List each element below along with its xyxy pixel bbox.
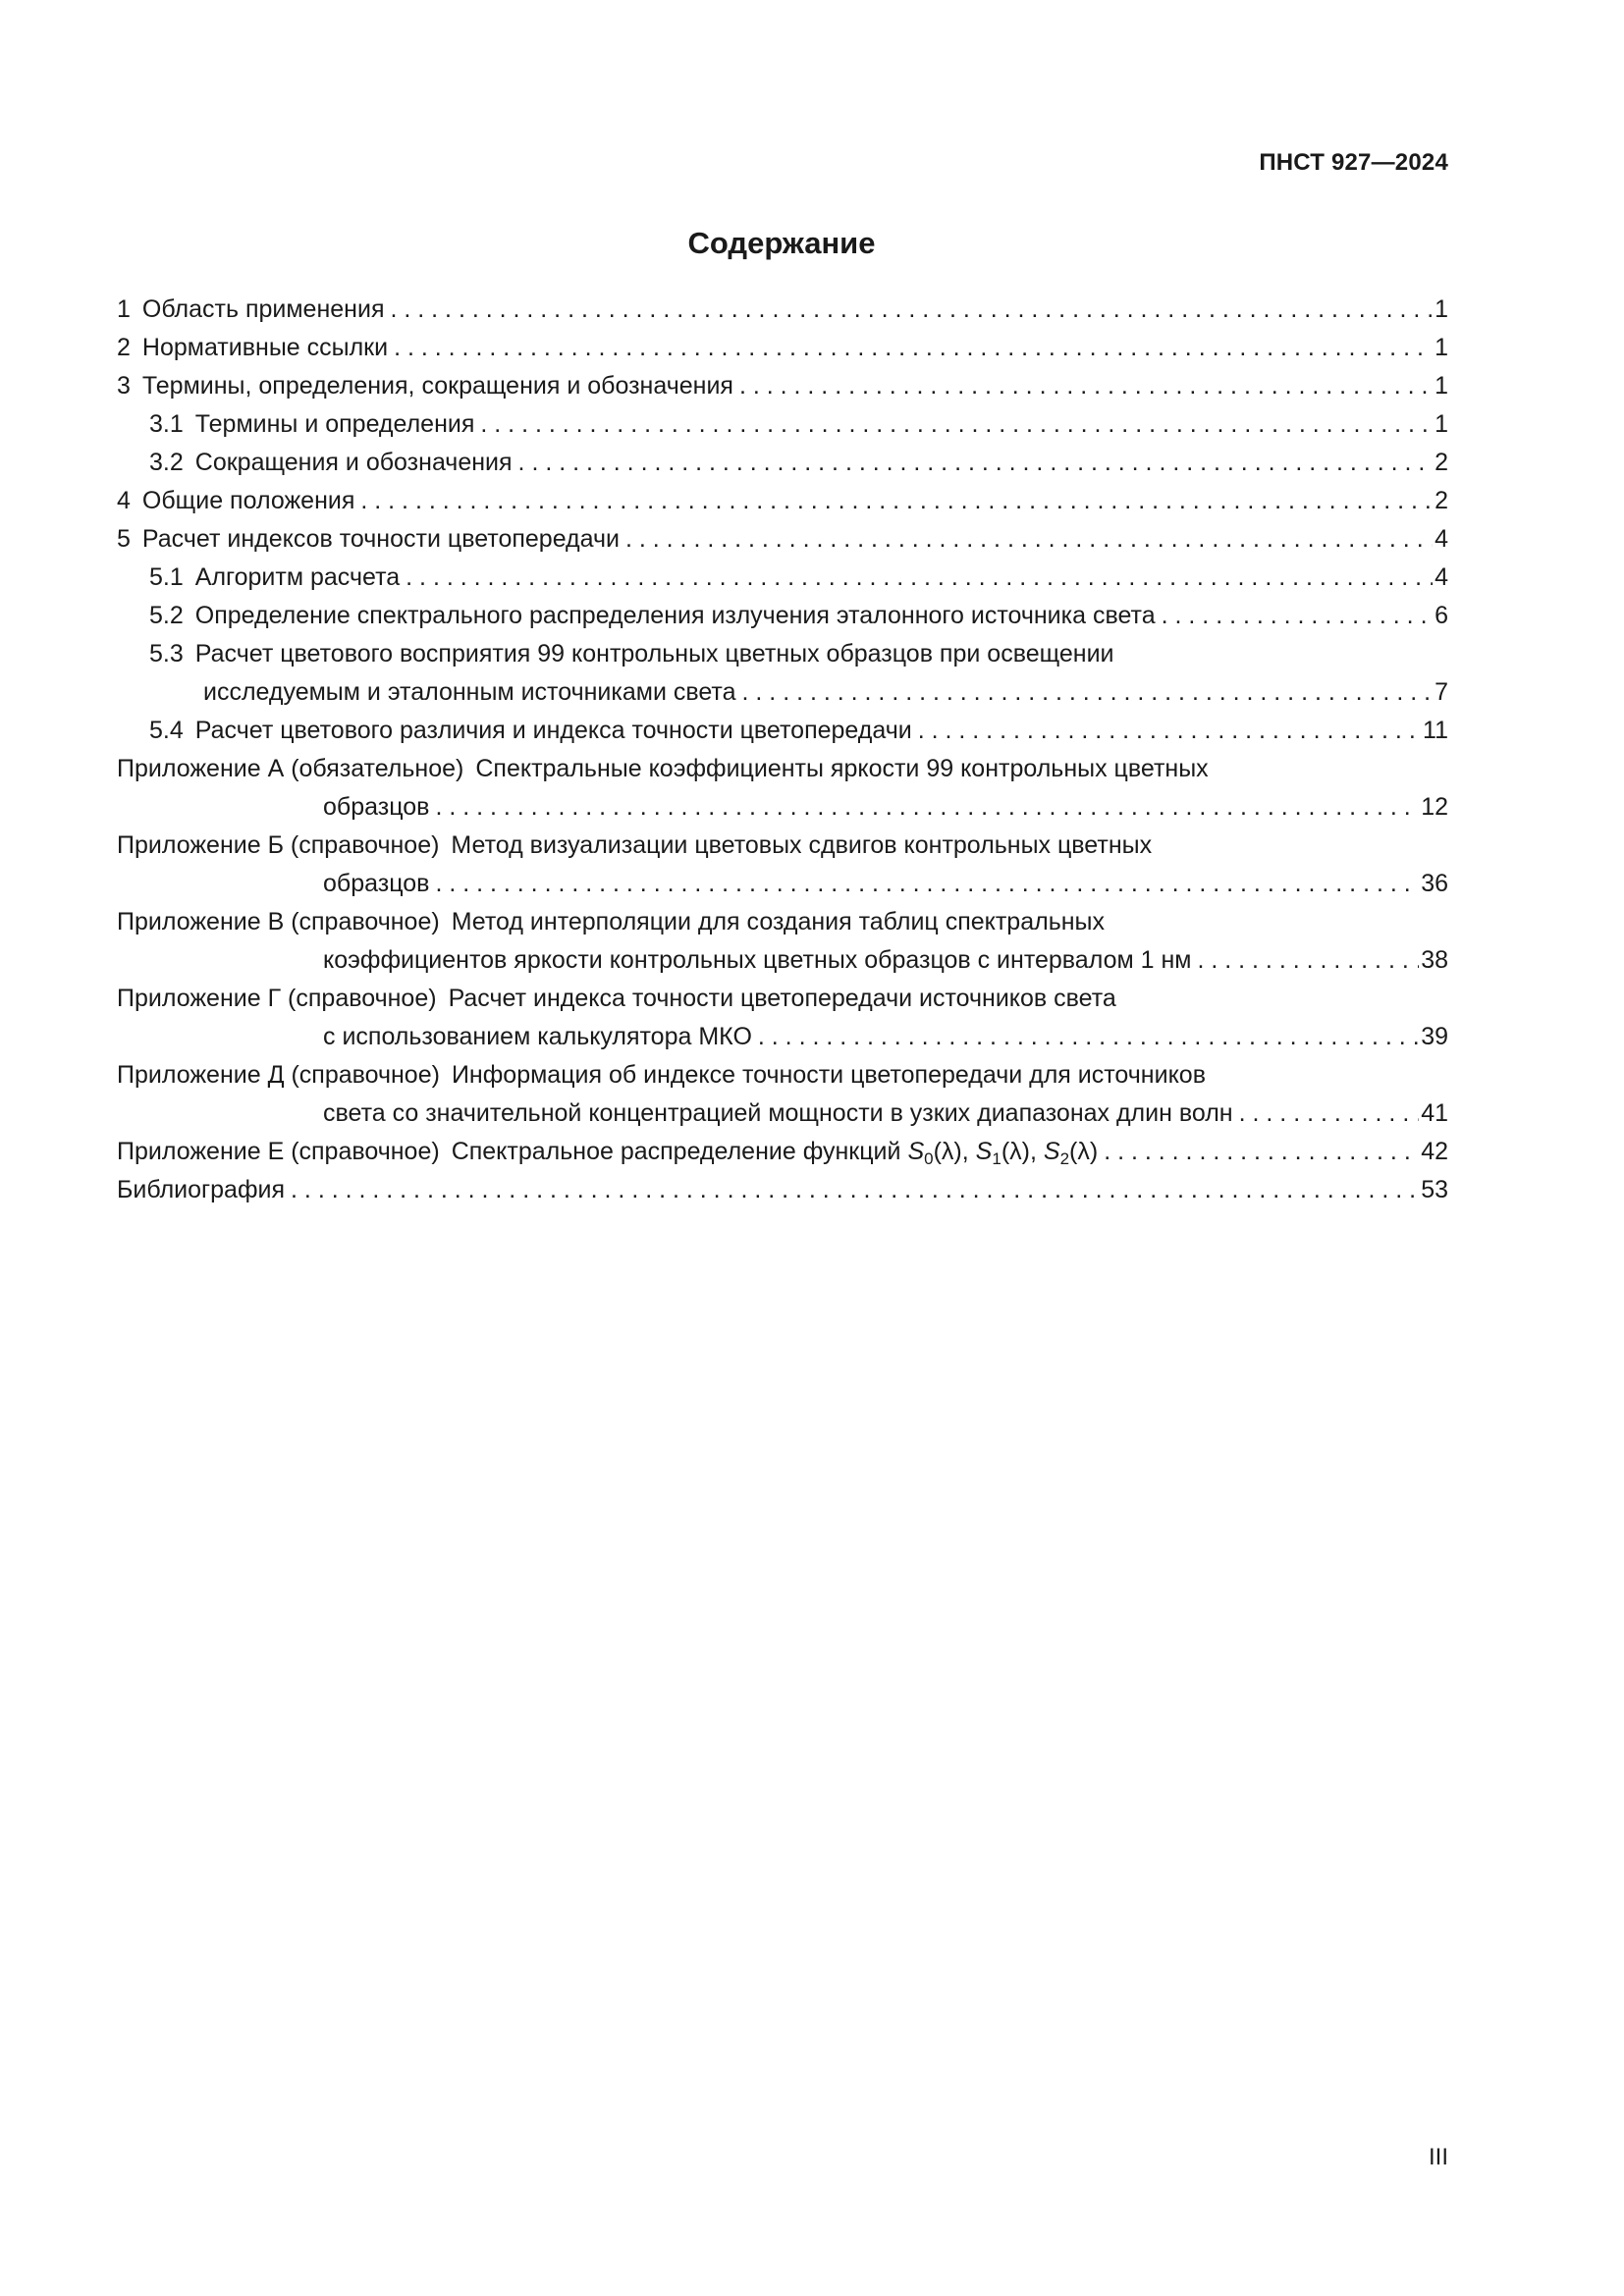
document-code: ПНСТ 927—2024 — [1259, 149, 1448, 176]
toc-entry-page: 2 — [1435, 449, 1448, 476]
toc-entry-5-1[interactable] — [117, 559, 1448, 597]
appendix-label: Приложение А (обязательное) — [117, 755, 464, 782]
dot-leader — [742, 673, 1434, 712]
appendix-label: Приложение Д (справочное) — [117, 1061, 440, 1089]
toc-entry-5[interactable] — [117, 520, 1448, 559]
toc-entry-title: Расчет цветового восприятия 99 контрольных цветных образцов при освещении — [194, 640, 1114, 667]
dot-leader — [625, 520, 1433, 559]
s-subscript: 2 — [1059, 1149, 1070, 1168]
toc-entry-number: 4 — [117, 487, 131, 514]
dot-leader — [1239, 1095, 1420, 1133]
toc-entry-page: 1 — [1435, 295, 1448, 323]
toc-entry-title: Расчет цветового различия и индекса точности цветопередачи — [194, 717, 912, 744]
separator: , — [1029, 1138, 1037, 1165]
separator: , — [961, 1138, 969, 1165]
toc-appendix-b-continued[interactable] — [117, 865, 1448, 903]
toc-entry-page: 6 — [1435, 602, 1448, 629]
appendix-label: Приложение Г (справочное) — [117, 985, 437, 1012]
toc-entry-number: 3 — [117, 372, 131, 400]
table-of-contents — [117, 291, 1448, 1209]
dot-leader — [1104, 1133, 1419, 1171]
toc-entry-1[interactable] — [117, 291, 1448, 329]
toc-bibliography[interactable] — [117, 1171, 1448, 1209]
toc-appendix-g[interactable] — [117, 980, 1448, 1018]
s-function-symbol: S — [907, 1138, 925, 1165]
toc-entry-number: 5.1 — [149, 563, 184, 591]
toc-entry-page: 38 — [1421, 946, 1448, 974]
dot-leader — [480, 405, 1433, 444]
toc-entry-3-1[interactable] — [117, 405, 1448, 444]
toc-entry-title: Область применения — [141, 295, 385, 323]
toc-entry-5-4[interactable] — [117, 712, 1448, 750]
toc-entry-4[interactable] — [117, 482, 1448, 520]
toc-appendix-b[interactable] — [117, 827, 1448, 865]
toc-appendix-g-continued[interactable] — [117, 1018, 1448, 1056]
toc-appendix-d-continued[interactable] — [117, 1095, 1448, 1133]
dot-leader — [291, 1171, 1419, 1209]
toc-entry-number: 1 — [117, 295, 131, 323]
toc-entry-title-continued: образцов — [323, 793, 430, 821]
toc-entry-title-continued: с использованием калькулятора МКО — [323, 1023, 752, 1050]
toc-entry-number: 2 — [117, 334, 131, 361]
toc-entry-title: Спектральные коэффициенты яркости 99 контрольных цветных — [475, 755, 1209, 782]
toc-entry-3[interactable] — [117, 367, 1448, 405]
toc-entry-title — [452, 1133, 1099, 1171]
s-subscript: 0 — [924, 1149, 934, 1168]
toc-entry-5-3-continued[interactable] — [117, 673, 1448, 712]
dot-leader — [394, 329, 1433, 367]
toc-entry-page: 1 — [1435, 334, 1448, 361]
dot-leader — [390, 291, 1433, 329]
toc-entry-number: 5 — [117, 525, 131, 553]
toc-entry-title: Библиография — [117, 1176, 286, 1203]
dot-leader — [406, 559, 1433, 597]
toc-appendix-a[interactable] — [117, 750, 1448, 788]
dot-leader — [1162, 597, 1433, 635]
toc-entry-title: Метод визуализации цветовых сдвигов контрольных цветных — [451, 831, 1153, 859]
toc-entry-title: Алгоритм расчета — [194, 563, 401, 591]
toc-appendix-a-continued[interactable] — [117, 788, 1448, 827]
toc-entry-page: 36 — [1421, 870, 1448, 897]
toc-entry-page: 1 — [1435, 410, 1448, 438]
toc-entry-title-continued: исследуемым и эталонным источниками света — [203, 678, 736, 706]
toc-entry-title: Термины и определения — [194, 410, 475, 438]
toc-entry-number: 5.4 — [149, 717, 184, 744]
dot-leader — [918, 712, 1421, 750]
toc-entry-title: Метод интерполяции для создания таблиц спектральных — [451, 908, 1105, 935]
s-subscript: 1 — [992, 1149, 1001, 1168]
page-title: Содержание — [687, 226, 876, 260]
toc-entry-page: 39 — [1421, 1023, 1448, 1050]
toc-entry-title-continued: образцов — [323, 870, 430, 897]
toc-appendix-v-continued[interactable] — [117, 941, 1448, 980]
lambda-arg: (λ) — [933, 1138, 962, 1165]
toc-entry-number: 5.3 — [149, 640, 184, 667]
dot-leader — [435, 865, 1419, 903]
toc-entry-5-2[interactable] — [117, 597, 1448, 635]
dot-leader — [435, 788, 1419, 827]
toc-entry-page: 1 — [1435, 372, 1448, 400]
dot-leader — [360, 482, 1433, 520]
toc-entry-title: Термины, определения, сокращения и обозначения — [141, 372, 733, 400]
toc-appendix-e[interactable] — [117, 1133, 1448, 1171]
toc-entry-title: Общие положения — [141, 487, 355, 514]
dot-leader — [1197, 941, 1419, 980]
toc-entry-page: 7 — [1435, 678, 1448, 706]
s-function-symbol: S — [975, 1138, 993, 1165]
toc-entry-page: 4 — [1435, 563, 1448, 591]
toc-entry-page: 53 — [1421, 1176, 1448, 1203]
toc-entry-title: Определение спектрального распределения излучения эталонного источника света — [194, 602, 1156, 629]
dot-leader — [739, 367, 1433, 405]
dot-leader — [518, 444, 1434, 482]
s-function-symbol: S — [1043, 1138, 1060, 1165]
toc-entry-page: 11 — [1423, 717, 1448, 744]
toc-entry-page: 41 — [1421, 1099, 1448, 1127]
appendix-label: Приложение Е (справочное) — [117, 1138, 440, 1165]
toc-appendix-v[interactable] — [117, 903, 1448, 941]
toc-entry-page: 4 — [1435, 525, 1448, 553]
toc-appendix-d[interactable] — [117, 1056, 1448, 1095]
toc-entry-number: 5.2 — [149, 602, 184, 629]
toc-entry-title: Информация об индексе точности цветопередачи для источников — [451, 1061, 1206, 1089]
toc-entry-number: 3.1 — [149, 410, 184, 438]
toc-entry-title-continued: света со значительной концентрацией мощности в узких диапазонах длин волн — [323, 1099, 1233, 1127]
lambda-arg: (λ) — [1069, 1138, 1099, 1165]
toc-entry-title: Расчет индексов точности цветопередачи — [141, 525, 620, 553]
appendix-e-title-prefix: Спектральное распределение функций — [451, 1138, 901, 1165]
dot-leader — [758, 1018, 1419, 1056]
toc-entry-5-3[interactable] — [117, 635, 1448, 673]
toc-entry-3-2[interactable] — [117, 444, 1448, 482]
page-number: III — [1428, 2144, 1448, 2170]
toc-entry-title: Сокращения и обозначения — [194, 449, 513, 476]
toc-entry-2[interactable] — [117, 329, 1448, 367]
toc-entry-page: 2 — [1435, 487, 1448, 514]
appendix-label: Приложение В (справочное) — [117, 908, 440, 935]
toc-entry-page: 42 — [1421, 1138, 1448, 1165]
toc-entry-title-continued: коэффициентов яркости контрольных цветных образцов с интервалом 1 нм — [323, 946, 1192, 974]
lambda-arg: (λ) — [1001, 1138, 1030, 1165]
toc-entry-number: 3.2 — [149, 449, 184, 476]
toc-entry-title: Расчет индекса точности цветопередачи источников света — [448, 985, 1116, 1012]
toc-entry-page: 12 — [1421, 793, 1448, 821]
appendix-label: Приложение Б (справочное) — [117, 831, 440, 859]
toc-entry-title: Нормативные ссылки — [141, 334, 389, 361]
